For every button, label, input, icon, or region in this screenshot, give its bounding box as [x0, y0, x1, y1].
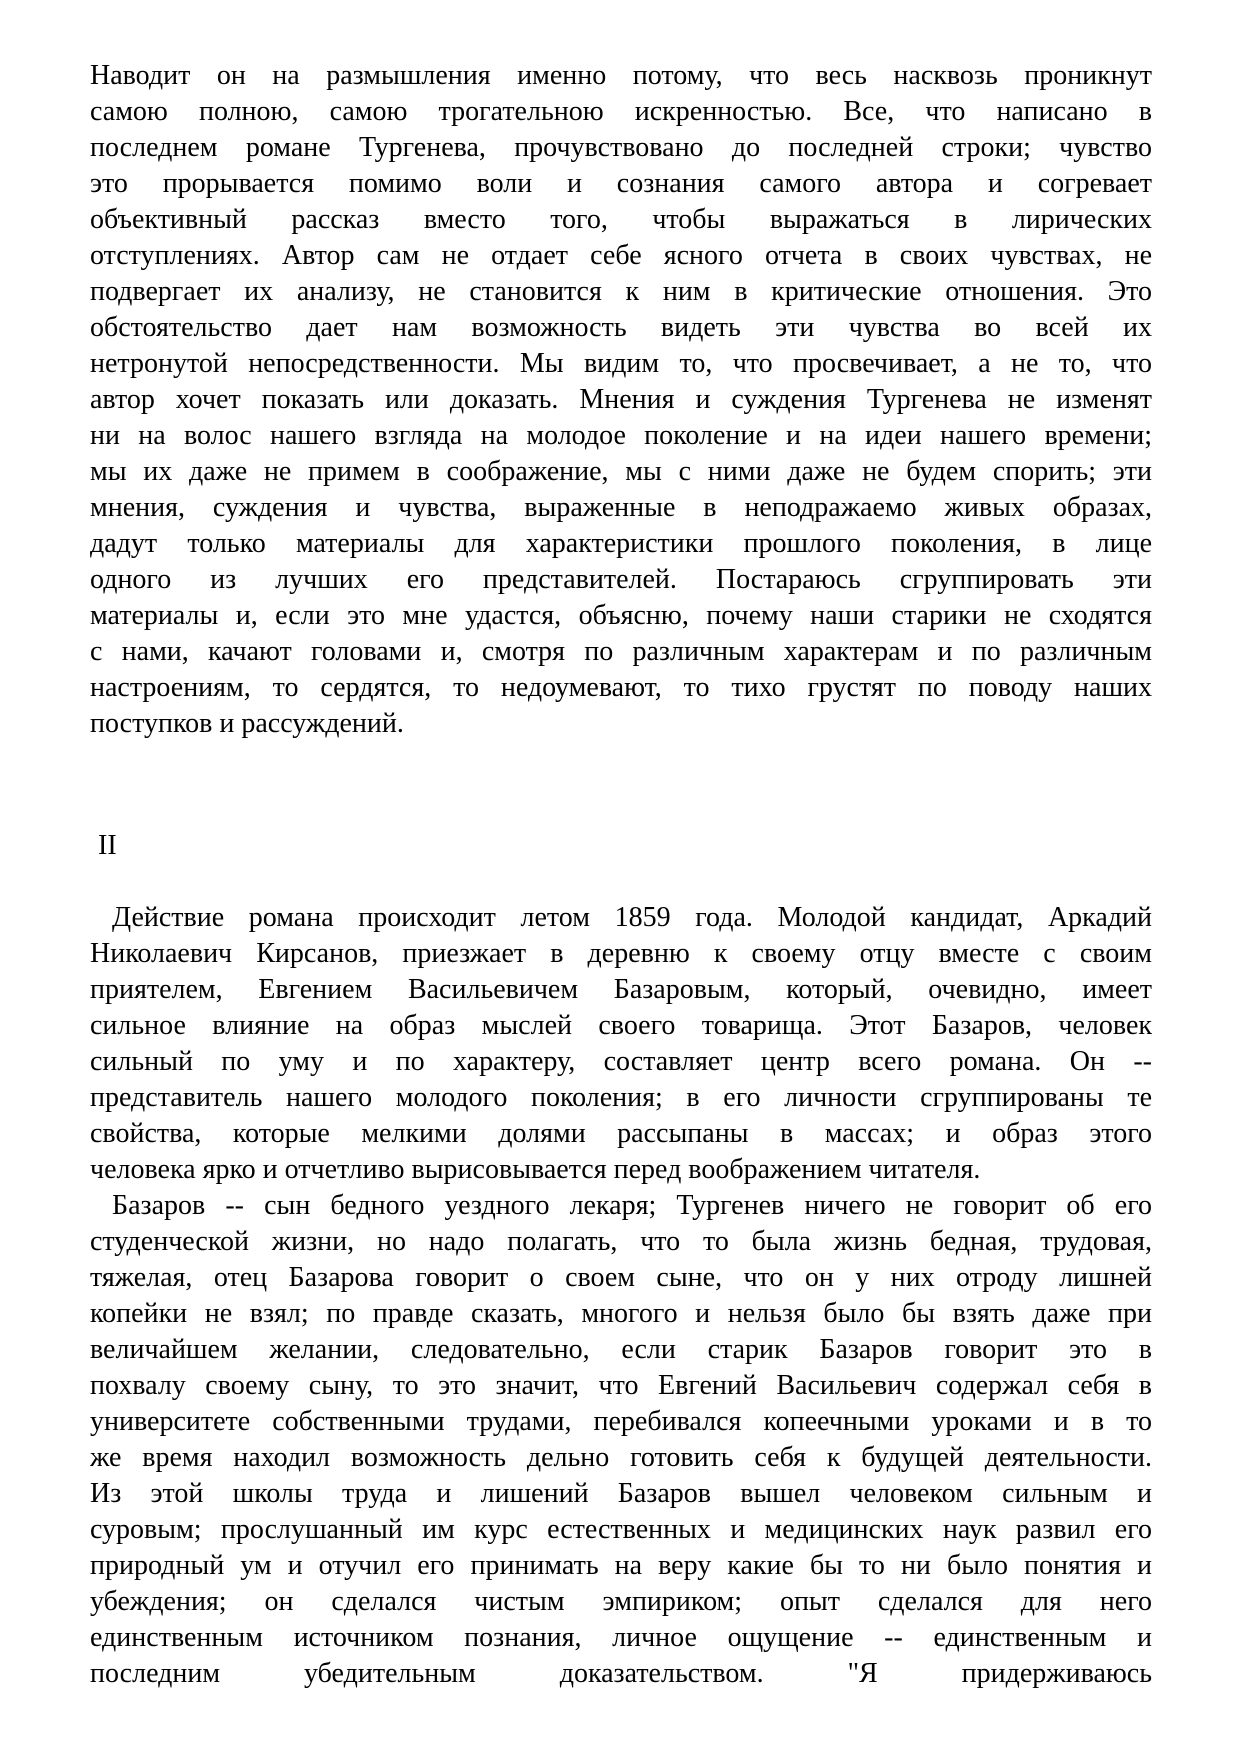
text-line: дадут только материалы для характеристики прошлого поколения, в лице: [90, 528, 1152, 559]
text-line: последним убедительным доказательством. "Я придерживаюсь: [90, 1658, 1152, 1689]
text-line: обстоятельство дает нам возможность видеть эти чувства во всей их: [90, 312, 1152, 343]
text-line: отступлениях. Автор сам не отдает себе ясного отчета в своих чувствах, не: [90, 240, 1152, 271]
text-line: единственным источником познания, личное ощущение -- единственным и: [90, 1622, 1152, 1653]
text-line: суровым; прослушанный им курс естественных и медицинских наук развил его: [90, 1514, 1152, 1545]
text-line: же время находил возможность дельно готовить себя к будущей деятельности.: [90, 1442, 1152, 1473]
text-line: нетронутой непосредственности. Мы видим то, что просвечивает, а не то, что: [90, 348, 1152, 379]
text-line: похвалу своему сыну, то это значит, что Евгений Васильевич содержал себя в: [90, 1370, 1152, 1401]
text-line: самою полною, самою трогательною искренностью. Все, что написано в: [90, 96, 1152, 127]
text-line: настроениям, то сердятся, то недоумевают, то тихо грустят по поводу наших: [90, 672, 1152, 703]
text-line: человека ярко и отчетливо вырисовывается перед воображением читателя.: [90, 1154, 981, 1185]
text-line: Действие романа происходит летом 1859 года. Молодой кандидат, Аркадий: [112, 902, 1152, 933]
text-line: университете собственными трудами, перебивался копеечными уроками и в то: [90, 1406, 1152, 1437]
text-line: подвергает их анализу, не становится к ним в критические отношения. Это: [90, 276, 1152, 307]
paragraph-3: [90, 1188, 1152, 1692]
paragraph-2: [90, 900, 1152, 1188]
text-line: сильное влияние на образ мыслей своего товарища. Этот Базаров, человек: [90, 1010, 1152, 1041]
text-line: последнем романе Тургенева, прочувствовано до последней строки; чувство: [90, 132, 1152, 163]
text-line: тяжелая, отец Базарова говорит о своем сыне, что он у них отроду лишней: [90, 1262, 1152, 1293]
text-line: копейки не взял; по правде сказать, многого и нельзя было бы взять даже при: [90, 1298, 1152, 1329]
paragraph-1: [90, 58, 1152, 742]
text-line: объективный рассказ вместо того, чтобы выражаться в лирических: [90, 204, 1152, 235]
text-line: Наводит он на размышления именно потому, что весь насквозь проникнут: [90, 60, 1152, 91]
text-line: ни на волос нашего взгляда на молодое поколение и на идеи нашего времени;: [90, 420, 1152, 451]
text-line: мнения, суждения и чувства, выраженные в неподражаемо живых образах,: [90, 492, 1152, 523]
text-line: сильный по уму и по характеру, составляет центр всего романа. Он --: [90, 1046, 1152, 1077]
text-line: природный ум и отучил его принимать на веру какие бы то ни было понятия и: [90, 1550, 1152, 1581]
text-line: представитель нашего молодого поколения; в его личности сгруппированы те: [90, 1082, 1152, 1113]
document-page: [90, 58, 1152, 1692]
text-line: поступков и рассуждений.: [90, 708, 404, 739]
text-line: студенческой жизни, но надо полагать, что то была жизнь бедная, трудовая,: [90, 1226, 1152, 1257]
text-line: с нами, качают головами и, смотря по различным характерам и по различным: [90, 636, 1152, 667]
text-line: автор хочет показать или доказать. Мнения и суждения Тургенева не изменят: [90, 384, 1152, 415]
text-line: Николаевич Кирсанов, приезжает в деревню к своему отцу вместе с своим: [90, 938, 1152, 969]
text-line: величайшем желании, следовательно, если старик Базаров говорит это в: [90, 1334, 1152, 1365]
section-heading: II: [98, 830, 117, 861]
text-line: убеждения; он сделался чистым эмпириком; опыт сделался для него: [90, 1586, 1152, 1617]
text-line: одного из лучших его представителей. Постараюсь сгруппировать эти: [90, 564, 1152, 595]
text-line: мы их даже не примем в соображение, мы с ними даже не будем спорить; эти: [90, 456, 1152, 487]
text-line: свойства, которые мелкими долями рассыпаны в массах; и образ этого: [90, 1118, 1152, 1149]
text-line: приятелем, Евгением Васильевичем Базаровым, который, очевидно, имеет: [90, 974, 1152, 1005]
text-line: это прорывается помимо воли и сознания самого автора и согревает: [90, 168, 1152, 199]
text-line: Базаров -- сын бедного уездного лекаря; Тургенев ничего не говорит об его: [112, 1190, 1152, 1221]
text-line: материалы и, если это мне удастся, объясню, почему наши старики не сходятся: [90, 600, 1152, 631]
text-line: Из этой школы труда и лишений Базаров вышел человеком сильным и: [90, 1478, 1152, 1509]
